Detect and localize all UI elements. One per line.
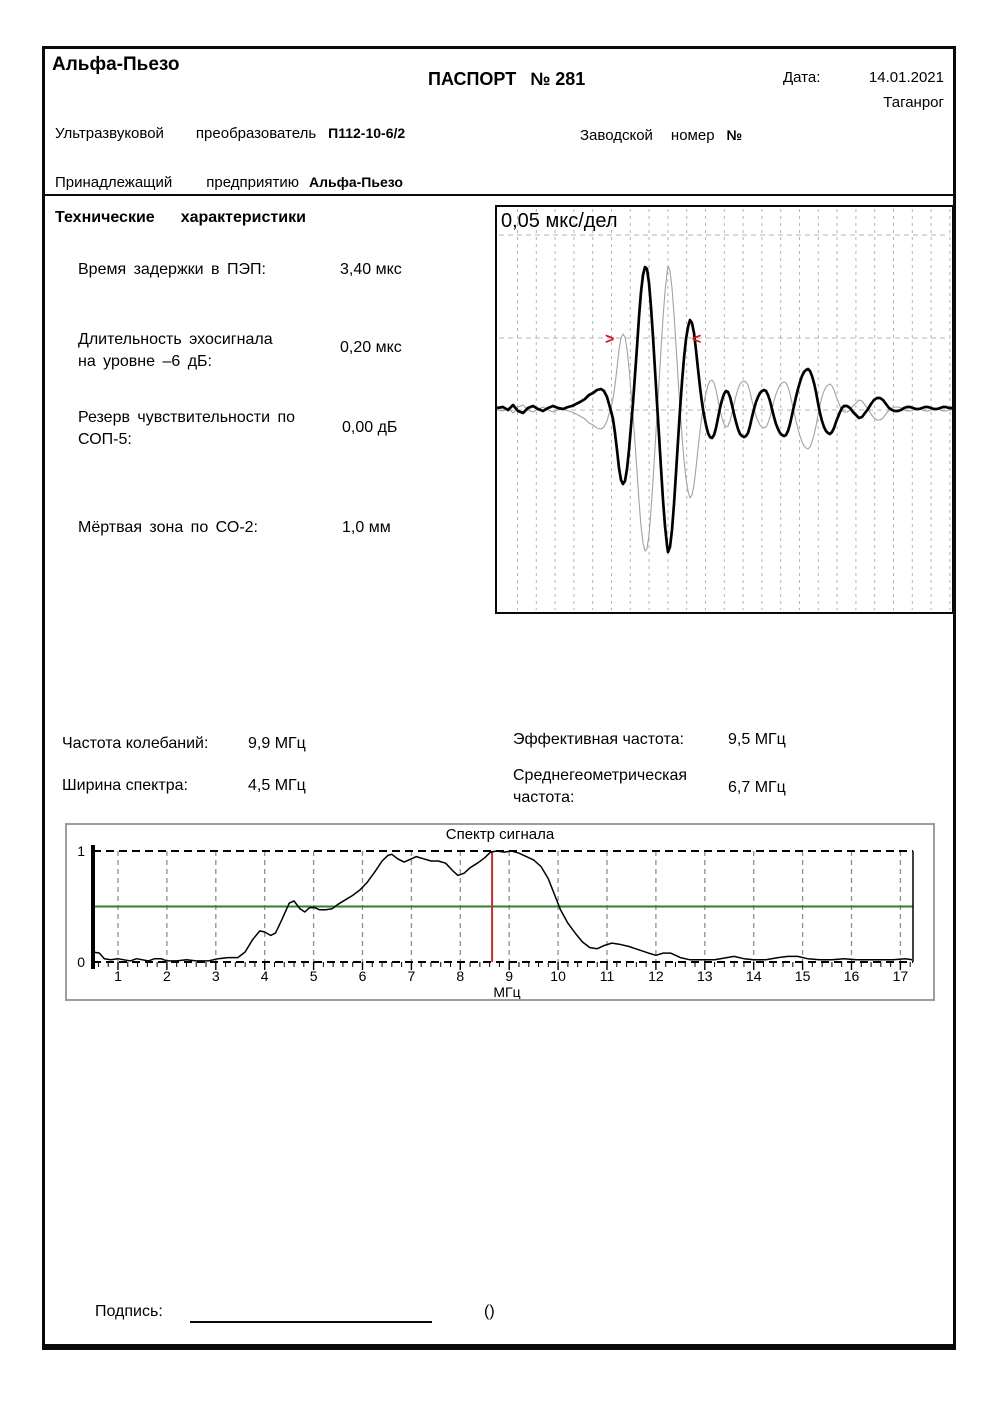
svg-text:3: 3 [211, 968, 220, 984]
date-label: Дата: [783, 69, 821, 86]
serial-line [580, 124, 742, 147]
owner-company: Альфа-Пьезо [309, 174, 403, 190]
passport-title [428, 68, 585, 90]
tech-title-word-1: Технические [55, 209, 155, 226]
tech-row-value: 0,20 мкс [340, 339, 402, 356]
svg-text:1: 1 [114, 968, 122, 984]
svg-text:14: 14 [745, 968, 762, 984]
freq-value: 9,9 МГц [248, 735, 306, 752]
spectrum-title: Спектр сигнала [445, 826, 555, 843]
svg-text:9: 9 [505, 968, 514, 984]
freq-label: Частота колебаний: [62, 735, 209, 752]
tech-label-line: СОП-5: [78, 431, 132, 448]
svg-text:17: 17 [892, 968, 909, 984]
device-line [55, 122, 405, 145]
svg-text:2: 2 [163, 968, 171, 984]
tech-row-value: 1,0 мм [342, 519, 391, 536]
svg-text:10: 10 [550, 968, 566, 984]
spectrum-plot [67, 825, 933, 999]
tech-row-value: 0,00 дБ [342, 419, 398, 436]
freq-value: 6,7 МГц [728, 779, 786, 796]
tech-label-line: Резерв чувствительности по [78, 409, 296, 426]
svg-text:16: 16 [843, 968, 860, 984]
oscillogram-scale-label: 0,05 мкс/дел [501, 210, 618, 232]
passport-number: № 281 [530, 69, 586, 89]
svg-text:0: 0 [77, 954, 85, 970]
serial-word-1: Заводской [580, 127, 653, 144]
freq-label-line: частота: [513, 789, 575, 806]
freq-label: Эффективная частота: [513, 731, 684, 748]
tech-title-word-2: характеристики [180, 209, 306, 226]
tech-row-label [78, 407, 295, 451]
tech-row-label [78, 259, 266, 281]
tech-label-line: на уровне –6 дБ: [78, 353, 212, 370]
svg-text:1: 1 [77, 843, 85, 859]
tech-row-label [78, 517, 258, 539]
svg-text:4: 4 [260, 968, 269, 984]
freq-value: 4,5 МГц [248, 777, 306, 794]
signature-line [190, 1321, 432, 1323]
freq-label [513, 765, 687, 809]
tech-label-line: Длительность эхосигнала [78, 331, 273, 348]
date-value: 14.01.2021 [868, 69, 944, 86]
freq-label-line: Среднегеометрическая [513, 767, 688, 784]
device-word-2: преобразователь [195, 125, 317, 142]
tech-row-label [78, 329, 273, 373]
city: Таганрог [883, 94, 944, 111]
oscillogram-plot [497, 207, 952, 612]
tech-row-value: 3,40 мкс [340, 261, 402, 278]
svg-text:13: 13 [697, 968, 713, 984]
svg-text:>: > [605, 331, 615, 348]
svg-text:11: 11 [599, 968, 615, 984]
svg-text:7: 7 [407, 968, 416, 984]
svg-text:6: 6 [358, 968, 367, 984]
device-word-1: Ультразвуковой [55, 125, 164, 142]
svg-text:15: 15 [794, 968, 811, 984]
owner-line [55, 171, 403, 194]
tech-label-line: Мёртвая зона по СО-2: [78, 519, 258, 536]
svg-text:5: 5 [309, 968, 318, 984]
serial-word-2: номер [670, 127, 715, 144]
passport-title-word: ПАСПОРТ [428, 69, 517, 89]
spectrum-chart [65, 823, 935, 1001]
freq-label: Ширина спектра: [62, 777, 188, 794]
tech-title [55, 207, 306, 229]
tech-label-line: Время задержки в ПЭП: [78, 261, 266, 278]
owner-word-2: предприятию [206, 174, 299, 191]
company-name: Альфа-Пьезо [52, 54, 180, 75]
owner-word-1: Принадлежащий [55, 174, 173, 191]
svg-text:8: 8 [456, 968, 465, 984]
serial-number-sign: № [726, 127, 743, 143]
signature-suffix: () [484, 1303, 495, 1320]
svg-text:МГц: МГц [493, 984, 521, 999]
svg-text:12: 12 [648, 968, 664, 984]
oscillogram-chart [495, 205, 954, 614]
header-separator [42, 194, 956, 196]
freq-value: 9,5 МГц [728, 731, 786, 748]
signature-label: Подпись: [95, 1303, 163, 1320]
device-model: П112-10-6/2 [328, 125, 406, 141]
svg-text:<: < [692, 331, 702, 348]
